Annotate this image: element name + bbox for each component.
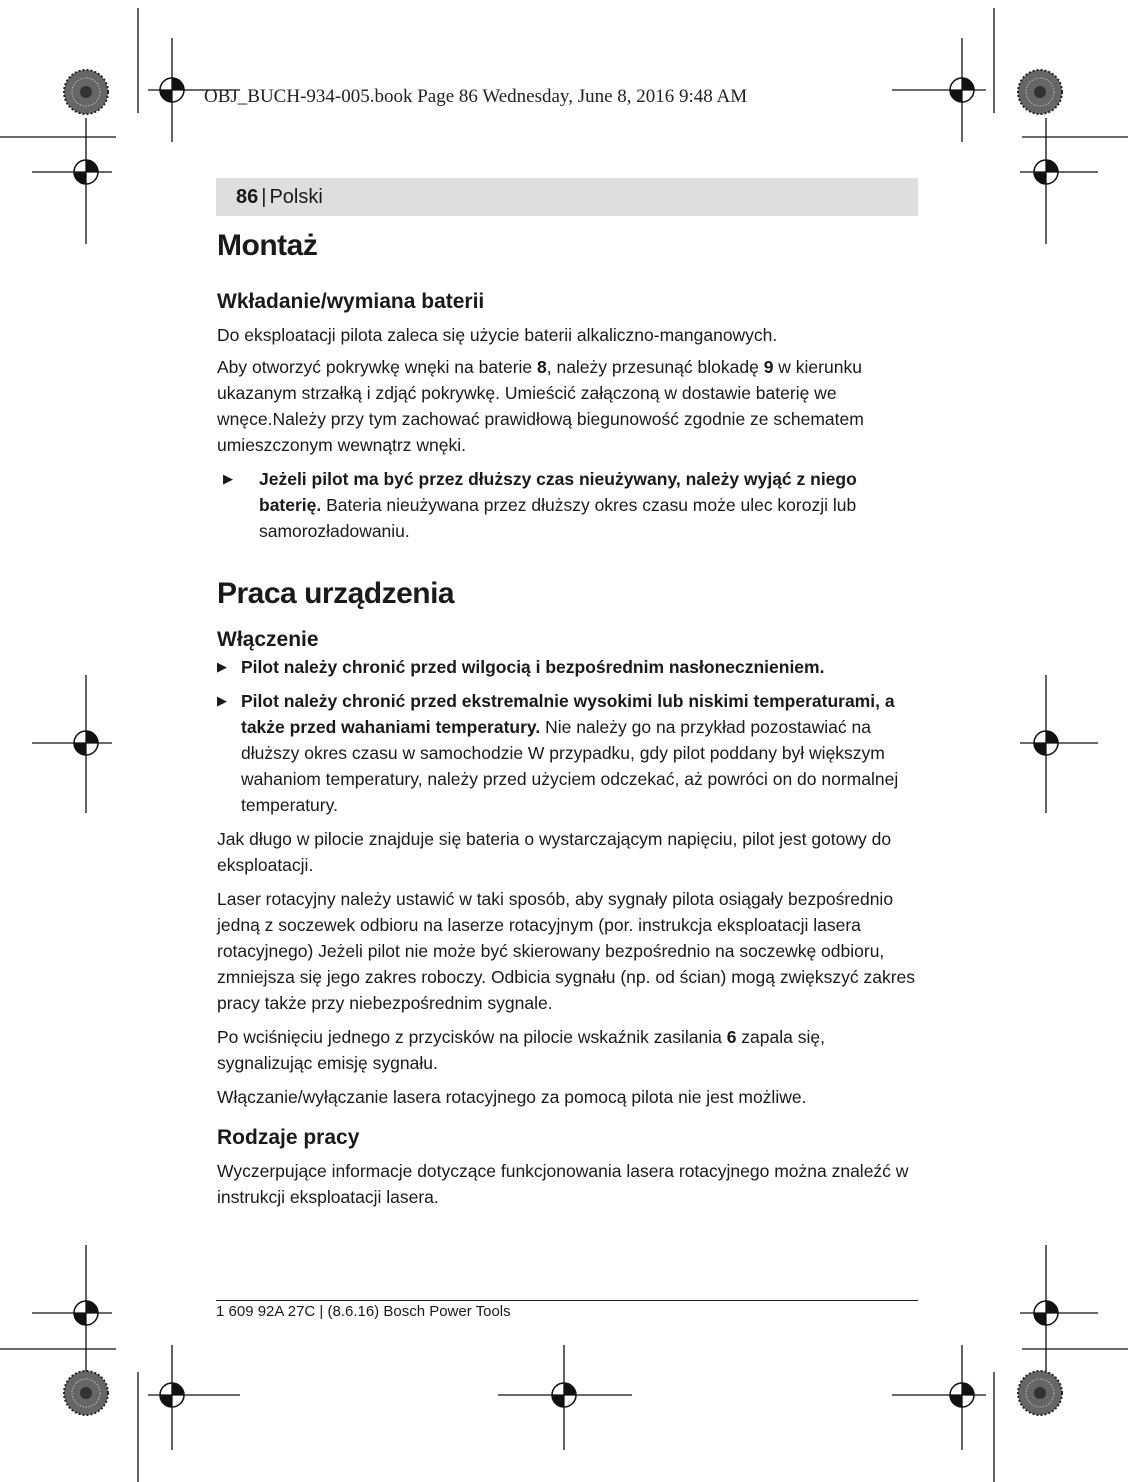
header-separator: | — [261, 185, 267, 208]
footer-rule — [216, 1300, 918, 1301]
paragraph: Po wciśnięciu jednego z przycisków na pilocie wskaźnik zasilania 6 zapala się, sygnalizując emisję sygnału. — [217, 1027, 825, 1073]
paragraph: Włączanie/wyłączanie lasera rotacyjnego za pomocą pilota nie jest możliwe. — [217, 1087, 807, 1107]
paragraph: Laser rotacyjny należy ustawić w taki sposób, aby sygnały pilota osiągały bezpośrednio jedną z soczewek odbioru na laserze rotacyjnym (por. instrukcja eksploatacji lasera rotacyjnego) Jeżeli pilot nie może być skierowany bezpośrednio na soczewkę odbioru, zmniejsza się jego zakres roboczy. Odbicia sygnału (np. od ścian) mogą zwiększyć zakres pracy także przy niebezpośrednim sygnale. — [217, 889, 916, 1013]
header-language: Polski — [269, 185, 323, 208]
page-content — [217, 226, 917, 1210]
bullet-icon: ▶ — [217, 693, 227, 708]
subsection-title-wlaczenie: Włączenie — [217, 628, 319, 651]
subsection-title-rodzaje: Rodzaje pracy — [217, 1126, 360, 1149]
footer-text: 1 609 92A 27C | (8.6.16) Bosch Power Tools — [216, 1303, 511, 1320]
subsection-title-battery: Wkładanie/wymiana baterii — [217, 290, 485, 313]
section-title-praca: Praca urządzenia — [217, 577, 455, 610]
paragraph: Do eksploatacji pilota zaleca się użycie baterii alkaliczno-manganowych. — [217, 325, 778, 345]
list-item: ▶ Pilot należy chronić przed wilgocią i bezpośrednim nasłonecznieniem. — [217, 654, 917, 680]
section-title-montaz: Montaż — [217, 229, 318, 262]
running-header — [216, 178, 918, 216]
print-slug: OBJ_BUCH-934-005.book Page 86 Wednesday, June 8, 2016 9:48 AM — [204, 86, 748, 107]
list-item: ▶ Jeżeli pilot ma być przez dłuższy czas nieużywany, należy wyjąć z niego baterię. Bateria nieużywana przez dłuższy okres czasu może ulec korozji lub samorozładowaniu. — [217, 466, 917, 544]
paragraph: Wyczerpujące informacje dotyczące funkcjonowania lasera rotacyjnego można znaleźć w instrukcji eksploatacji lasera. — [217, 1161, 909, 1207]
page-number: 86 — [236, 185, 259, 208]
paragraph: Aby otworzyć pokrywkę wnęki na baterie 8, należy przesunąć blokadę 9 w kierunku ukazanym strzałką i zdjąć pokrywkę. Umieścić załączoną w dostawie baterię we wnęce.Należy przy tym zachować prawidłową biegunowość zgodnie ze schematem umieszczonym wewnątrz wnęki. — [217, 357, 864, 455]
paragraph: Jak długo w pilocie znajduje się bateria o wystarczającym napięciu, pilot jest gotowy do eksploatacji. — [217, 829, 892, 875]
bullet-icon: ▶ — [223, 471, 233, 486]
bullet-icon: ▶ — [217, 659, 227, 674]
list-item: ▶ Pilot należy chronić przed ekstremalnie wysokimi lub niskimi temperaturami, a także przed wahaniami temperatury. Nie należy go na przykład pozostawiać na dłuższy okres czasu w samochodzie W przypadku, gdy pilot poddany był większym wahaniom temperatury, należy przed użyciem odczekać, aż powróci on do normalnej temperatury. — [217, 688, 917, 818]
